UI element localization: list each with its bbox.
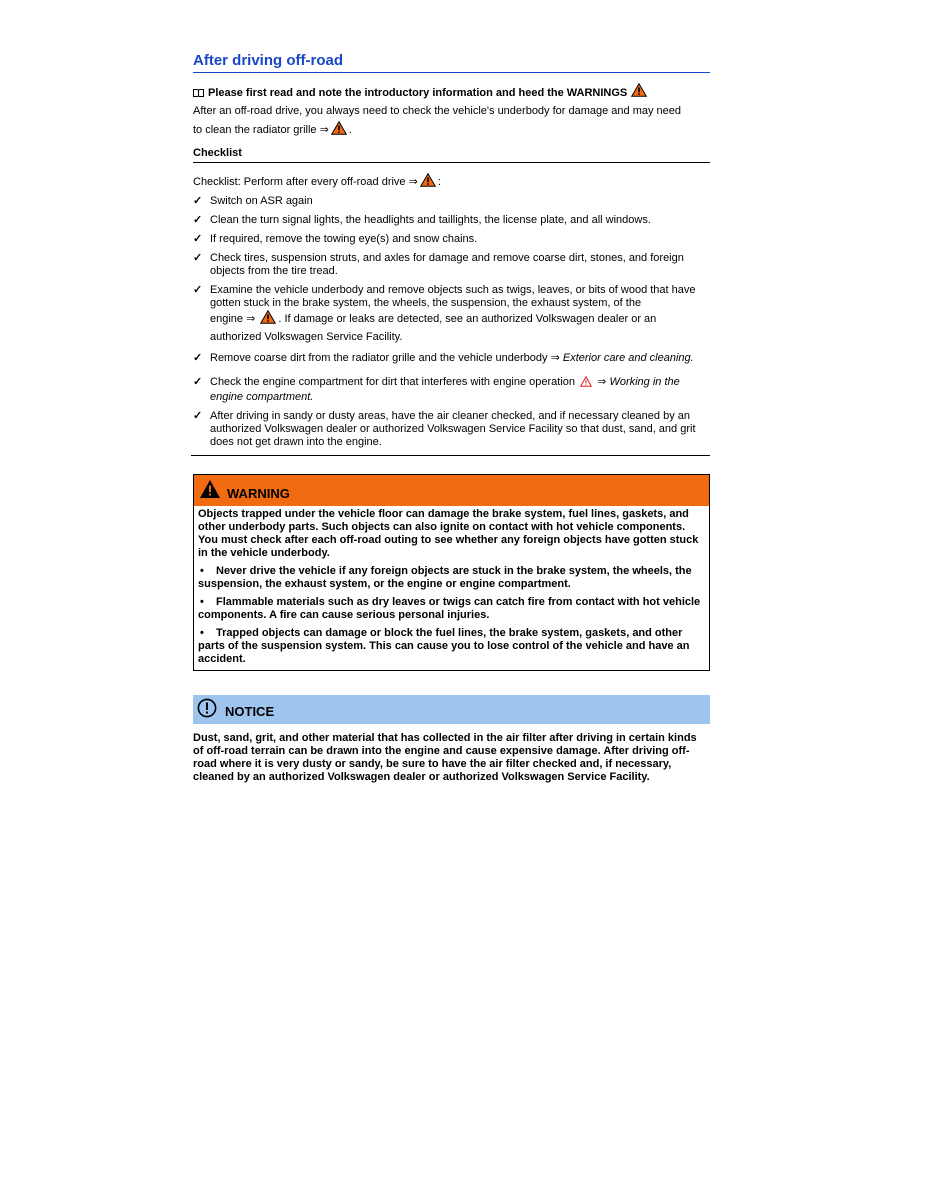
page-title: After driving off-road — [193, 52, 710, 73]
intro-text-1: After an off-road drive, you always need to check the vehicle's underbody for damage and may need — [193, 105, 682, 117]
intro-text-2 — [193, 121, 710, 142]
list-item-text: After driving in sandy or dusty areas, have the air cleaner checked, and if necessary cleaned by an authorized Volkswagen dealer or authorized Volkswagen Service Facility so that dust, sand, and grit does not get drawn into the engine. — [210, 410, 696, 448]
checklist-intro — [193, 173, 710, 194]
check-icon: ✓ — [193, 376, 203, 388]
list-item-text: Switch on ASR again — [210, 195, 313, 207]
checklist-heading: Checklist — [193, 146, 710, 163]
warning-bullet — [198, 596, 705, 622]
notice-header — [193, 695, 710, 724]
check-icon: ✓ — [193, 252, 203, 264]
list-item-text: Check the engine compartment for dirt that interferes with engine operation — [210, 376, 576, 388]
warning-triangle-icon — [420, 173, 436, 194]
check-icon: ✓ — [193, 352, 203, 364]
list-item-text: Examine the vehicle underbody and remove objects such as twigs, leaves, or bits of wood that have gotten stuck in the brake system, the wheels, the suspension, the exhaust system, of the — [210, 284, 696, 309]
warning-triangle-icon — [331, 121, 347, 142]
warning-bullet-text: Flammable materials such as dry leaves or twigs can catch fire from contact with hot vehicle components. A fire can cause serious personal injuries. — [198, 596, 701, 621]
list-item-text: If required, remove the towing eye(s) and snow chains. — [210, 233, 478, 245]
warning-bullet — [198, 565, 705, 591]
warning-box — [193, 474, 710, 671]
check-icon: ✓ — [193, 233, 203, 245]
check-icon: ✓ — [193, 284, 203, 296]
check-icon: ✓ — [193, 214, 203, 226]
bullet-icon: • — [200, 596, 204, 608]
warning-label: WARNING — [227, 486, 290, 501]
list-item-text: engine ⇒ — [210, 313, 256, 325]
page-content — [193, 52, 710, 784]
list-item — [193, 214, 710, 227]
list-item — [193, 410, 710, 449]
checklist-intro-text: Checklist: Perform after every off-road drive ⇒ — [193, 176, 418, 188]
intro-text-2-post: . — [348, 124, 352, 136]
cross-reference-link[interactable]: Exterior care and cleaning. — [562, 352, 694, 364]
arrow-text: ⇒ — [597, 376, 607, 388]
cross-reference-link[interactable]: Working in the engine compartment. — [210, 376, 680, 403]
check-icon: ✓ — [193, 410, 203, 422]
warning-bullet-text: Never drive the vehicle if any foreign objects are stuck in the brake system, the wheels, the suspension, the exhaust system, or the engine or engine compartment. — [198, 565, 692, 590]
list-item-text: Remove coarse dirt from the radiator grille and the vehicle underbody ⇒ — [210, 352, 560, 364]
warning-body — [194, 506, 709, 670]
bullet-icon: • — [200, 627, 204, 639]
list-item-text: Clean the turn signal lights, the headlights and taillights, the license plate, and all windows. — [210, 214, 651, 226]
warning-header — [194, 475, 709, 506]
intro-heading-row — [193, 83, 710, 102]
intro-text-2-pre: to clean the radiator grille ⇒ — [193, 124, 329, 136]
exclamation-circle-icon — [197, 698, 217, 721]
notice-label: NOTICE — [225, 704, 275, 719]
section-divider — [191, 455, 710, 456]
list-item — [193, 352, 710, 365]
list-item — [193, 195, 710, 208]
book-icon — [193, 89, 204, 97]
warning-outline-icon — [580, 376, 592, 391]
warning-triangle-icon — [260, 310, 276, 331]
warning-bullet-text: Trapped objects can damage or block the fuel lines, the brake system, gaskets, and other parts of the suspension system. This can cause you to lose control of the vehicle and have an accident. — [198, 627, 690, 665]
checklist-intro-colon: : — [437, 176, 441, 188]
check-icon: ✓ — [193, 195, 203, 207]
warning-bullet — [198, 627, 705, 666]
list-item — [193, 252, 710, 278]
checklist — [193, 195, 710, 449]
list-item-text: . If damage or leaks are detected, see an authorized Volkswagen dealer or an authorized Volkswagen Service Facility. — [210, 313, 657, 343]
intro-heading: Please first read and note the introductory information and heed the WARNINGS — [208, 86, 628, 99]
list-item — [193, 284, 710, 344]
warning-text: Objects trapped under the vehicle floor can damage the brake system, fuel lines, gaskets, and other underbody parts. Such objects can also ignite on contact with hot vehicle components. You must check after each off-road outing to see whether any foreign objects have gotten stuck in the vehicle underbody. — [198, 508, 699, 559]
warning-triangle-icon — [199, 479, 221, 502]
warning-triangle-icon — [631, 83, 647, 102]
list-item — [193, 233, 710, 246]
bullet-icon: • — [200, 565, 204, 577]
notice-text: Dust, sand, grit, and other material that has collected in the air filter after driving in certain kinds of off-road terrain can be drawn into the engine and cause expensive damage. After driving off-road where it is very dusty or sandy, be sure to have the air filter checked and, if necessary, cleaned by an authorized Volkswagen dealer or authorized Volkswagen Service Facility. — [193, 732, 697, 783]
list-item-text: Check tires, suspension struts, and axles for damage and remove coarse dirt, stones, and foreign objects from the tire tread. — [210, 252, 684, 277]
list-item — [193, 376, 710, 404]
